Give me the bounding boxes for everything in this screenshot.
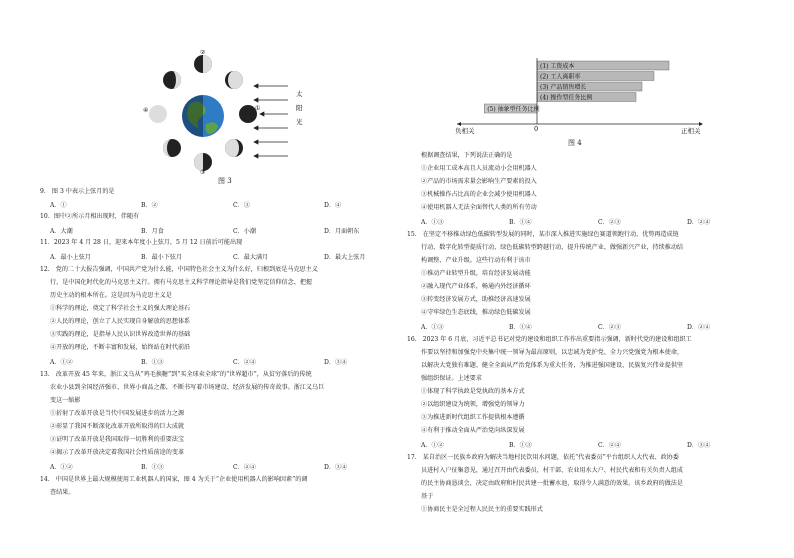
- q16-item-3: ③为推进新时代组织工作提供根本遵循: [421, 414, 525, 421]
- q10-option-b[interactable]: B．月食: [141, 228, 164, 235]
- q15-item-4: ④守牢绿色生态底线，推动绿色低碳发展: [421, 309, 531, 316]
- moon-phase-diagram: [140, 50, 310, 174]
- q13-item-4: ④揭示了改革开放决定着我国社会性质前途的变革: [50, 449, 185, 456]
- q12-option-d[interactable]: D．③④: [324, 359, 348, 366]
- q16-option-d[interactable]: D．③④: [687, 442, 711, 449]
- q15-line-1: 15. 在坚定不移推动绿色低碳转型发展的同时，某市深入推进实施绿色赛道领跑行动、优势再造成链: [407, 231, 679, 238]
- q14-intro: 根据调查结果，下列说法正确的是: [421, 152, 513, 159]
- q13-option-a[interactable]: A．①②: [50, 464, 73, 471]
- q9-stem: 9. 图 3 中表示上弦月的是: [40, 188, 115, 195]
- q11-stem: 11．2023 年 4 月 28 日，迎来本年度小上弦月，5 月 12 日前后可能出现: [40, 239, 243, 246]
- moon-top-right-icon: [225, 71, 243, 89]
- negative-bar-label: (5) 抽象型任务比例: [487, 106, 540, 113]
- q14-line-1: 14. 中国是世界上最大规模使用工业机器人的国家，图 4 为关于“企业使用机器人的影响因素”的调: [40, 476, 308, 483]
- q16-item-4: ④有利于推动全面从严治党向纵深发展: [421, 427, 525, 434]
- q17-item-1: ①协商民主是全过程人民民主的重要实践形式: [421, 506, 543, 513]
- positive-bar-label-3: (3) 产品销售增长: [540, 84, 587, 91]
- q17-line-3: 的民主协商恳谈会，决定由政府和村民共建一批蓄水池，取得令人满意的效果。该乡政府的做法是: [421, 480, 684, 487]
- q17-line-4: 基于: [421, 493, 434, 500]
- axis-zero-label: 0: [534, 125, 539, 133]
- robot-factor-chart: [455, 58, 705, 134]
- fig4-caption: 图 4: [568, 139, 582, 147]
- q12-line-1: 12. 党的二十大报告强调，中国共产党为什么能，中国特色社会主义为什么好，归根到底是马克思主义: [40, 266, 318, 273]
- sunlight-label-2: 阳: [296, 104, 303, 112]
- q14-line-2: 查结果。: [50, 489, 75, 496]
- moon-top-icon: [194, 55, 212, 73]
- q15-item-2: ②融入现代产业体系，畅通内外经济循环: [421, 283, 531, 290]
- right-column: [397, 0, 794, 558]
- q12-item-2: ②人民的理论，创立了人民实现自身解放的思想体系: [50, 318, 191, 325]
- q14-option-d[interactable]: D．②④: [687, 219, 711, 226]
- q13-item-2: ②彰显了我国不断深化改革开放所取得的巨大成就: [50, 423, 185, 430]
- q13-option-d[interactable]: D．③④: [324, 464, 348, 471]
- q9-option-c[interactable]: C．③: [233, 202, 250, 209]
- q9-option-d[interactable]: D．④: [324, 202, 342, 209]
- position-label-4: ④: [143, 107, 149, 114]
- q16-line-1: 16. 2023 年 6 月底，习近平总书记对党的建设和组织工作作出重要指示强调，新时代党的建设和组织工: [407, 336, 692, 343]
- q11-option-a[interactable]: A．最小上弦月: [50, 254, 91, 261]
- moon-top-left-icon: [163, 71, 181, 89]
- q12-item-3: ③实践的理论，是指导人民认识世界改造世界的基础: [50, 331, 191, 338]
- q15-line-2: 行动、数字化转型提质行动、绿色低碳转型跨越行动，提升传统产业、做强新兴产业，持续推动结: [421, 244, 684, 251]
- q16-item-1: ①体现了科学执政是党执政的基本方式: [421, 388, 525, 395]
- q13-item-3: ③证明了改革开放是我国取得一切胜利的重要法宝: [50, 436, 185, 443]
- q14-item-1: ①企业用工成本高且人员流动小会用机器人: [421, 165, 537, 172]
- q16-item-2: ②以组织建设为统领，增强党的领导力: [421, 401, 525, 408]
- q14-item-2: ②产品的市场需求量会影响生产要素的投入: [421, 178, 537, 185]
- q12-line-3: 历史主动的根本所在。这是因为马克思主义是: [50, 292, 172, 299]
- position-label-2: ②: [200, 50, 206, 56]
- q12-option-b[interactable]: B．①③: [141, 359, 164, 366]
- q12-line-2: 行，是中国化时代化的马克思主义行。拥有马克思主义科学理论指导是我们党坚定信仰信念、把握: [50, 279, 313, 286]
- earth-shadow-icon: [182, 95, 203, 137]
- q16-option-b[interactable]: B．①③: [509, 442, 532, 449]
- q9-option-b[interactable]: B．②: [141, 202, 158, 209]
- q13-line-3: 变这一缩影: [50, 397, 81, 404]
- moon-bottom-right-icon: [225, 139, 243, 157]
- q12-option-c[interactable]: C．②④: [233, 359, 256, 366]
- q13-line-2: 农业小县到全国经济强市、世界小商品之都，不断书写着市场建设、经济发展的传奇故事。浙江义乌巨: [50, 384, 325, 391]
- q11-option-c[interactable]: C．最大满月: [233, 254, 269, 261]
- fig3-caption: 图 3: [218, 177, 232, 185]
- q13-option-c[interactable]: C．②④: [233, 464, 256, 471]
- q14-item-4: ④使用机器人无法全面替代人类的所有劳动: [421, 204, 537, 211]
- q10-option-d[interactable]: D．月面朝东: [324, 228, 360, 235]
- q15-item-1: ①推动产业转型升级，培育经济发展动能: [421, 270, 531, 277]
- q10-stem: 10．图中②所示月相出现时，伴随有: [40, 213, 140, 220]
- q12-item-1: ①科学的理论，奠定了科学社会主义的强大理论基石: [50, 305, 191, 312]
- q16-option-c[interactable]: C．②④: [598, 442, 621, 449]
- q17-line-2: 员进村入户征集意见，通过召开由代表委员，村干部、农业用水大户、村民代表和有关负责人组成: [421, 467, 684, 474]
- q16-line-4: 强组织保证。上述要求: [421, 375, 482, 382]
- q14-option-a[interactable]: A．①③: [421, 219, 444, 226]
- moon-bottom-left-icon: [163, 139, 181, 157]
- axis-left-arrow-icon: [457, 122, 461, 126]
- position-label-3: ③: [200, 169, 206, 174]
- q12-option-a[interactable]: A．①②: [50, 359, 73, 366]
- q15-option-c[interactable]: C．②③: [598, 324, 621, 331]
- sunlight-label-3: 光: [296, 118, 303, 126]
- q10-option-a[interactable]: A．大潮: [50, 228, 73, 235]
- sunlight-label-1: 太: [296, 90, 303, 98]
- q15-option-a[interactable]: A．①③: [421, 324, 444, 331]
- q17-line-1: 17. 某自治区一民族乡政府为解决当地村民饮用水问题，依托“代表委员”平台组织人大代表、政协委: [407, 454, 679, 461]
- q12-item-4: ④开放的理论，不断丰富和发展，始终站在时代前沿: [50, 344, 191, 351]
- moon-left-icon: [149, 105, 167, 123]
- q16-option-a[interactable]: A．①②: [421, 442, 444, 449]
- q13-item-1: ①折射了改革开放是当代中国发展进步的活力之源: [50, 410, 185, 417]
- q13-line-1: 13. 改革开放 45 年来，浙江义乌从“鸡毛换糖”到“买全球卖全球”的“世界超市”，从贫穷落后的传统: [40, 371, 312, 378]
- q9-option-a[interactable]: A．①: [50, 202, 67, 209]
- q15-option-b[interactable]: B．①④: [509, 324, 532, 331]
- position-label-1: ①: [255, 105, 261, 112]
- axis-negative-label: 负相关: [455, 127, 475, 134]
- q14-option-b[interactable]: B．①④: [509, 219, 532, 226]
- q10-option-c[interactable]: C．小潮: [233, 228, 256, 235]
- axis-right-arrow-icon: [699, 122, 703, 126]
- q16-line-3: 以解决大党独有难题、健全全面从严治党体系为重大任务，为推进强国建设、民族复兴伟业提供坚: [421, 362, 684, 369]
- q14-option-c[interactable]: C．②③: [598, 219, 621, 226]
- q11-option-d[interactable]: D．最大上弦月: [324, 254, 366, 261]
- sunlight-arrows-icon: [254, 84, 288, 158]
- q11-option-b[interactable]: B．最小下弦月: [141, 254, 183, 261]
- q13-option-b[interactable]: B．①③: [141, 464, 164, 471]
- q16-line-2: 作要以坚持和加强党中央集中统一领导为最高原则，以忠诚为党护党、全力兴党强党为根本使命，: [421, 349, 684, 356]
- positive-bar-label-4: (4) 操作型任务比例: [540, 94, 593, 102]
- q15-item-3: ③转变经济发展方式，助推经济高速发展: [421, 296, 531, 303]
- q15-option-d[interactable]: D．②④: [687, 324, 711, 331]
- q15-line-3: 构调整、产业升级。这些行动有利于该市: [421, 257, 531, 264]
- positive-bar-label-2: (2) 工人离职率: [540, 73, 581, 81]
- axis-positive-label: 正相关: [681, 127, 701, 134]
- q14-item-3: ③机械操作占比高的企业会减少使用机器人: [421, 191, 537, 198]
- positive-bar-label-1: (1) 工资成本: [540, 63, 575, 70]
